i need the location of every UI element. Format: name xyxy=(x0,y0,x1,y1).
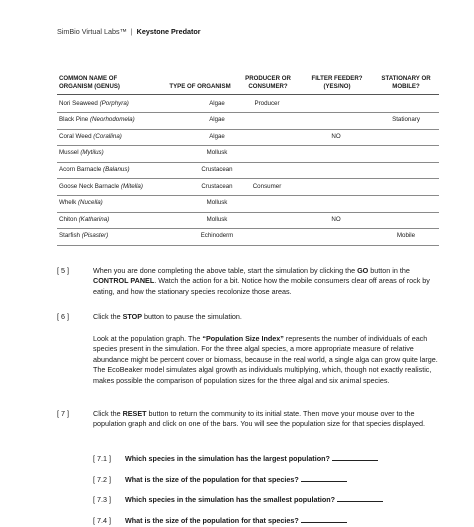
cell-organism-type: Mollusk xyxy=(206,199,228,207)
row-divider xyxy=(57,245,439,246)
brand-name: SimBio Virtual Labs™ xyxy=(57,27,127,36)
table-row xyxy=(57,162,437,179)
question-7-2 xyxy=(93,474,347,484)
col-header-producer xyxy=(236,75,300,91)
cell-stationary-mobile: Stationary xyxy=(392,116,420,124)
table-row xyxy=(57,212,437,229)
question-text: Which species in the simulation has the smallest population? xyxy=(125,495,336,504)
cell-organism-name: Mussel (Mytilus) xyxy=(59,149,104,157)
cell-organism-type: Algae xyxy=(209,116,225,124)
cell-organism-name: Goose Neck Barnacle (Mitella) xyxy=(59,182,143,190)
step-5 xyxy=(57,266,442,297)
col-header-stationary-line1: STATIONARY OR xyxy=(381,75,431,82)
cell-organism-name: Acorn Barnacle (Balanus) xyxy=(59,165,130,173)
question-number: [ 7.1 ] xyxy=(93,454,111,463)
col-header-producer-line2: CONSUMER? xyxy=(248,82,288,90)
cell-organism-type: Algae xyxy=(209,132,225,140)
cell-organism-type: Mollusk xyxy=(206,215,228,223)
step-number: [ 7 ] xyxy=(57,409,69,418)
col-header-stationary xyxy=(374,75,438,91)
step-text: Click the STOP button to pause the simulation. xyxy=(93,312,242,321)
answer-blank[interactable] xyxy=(301,474,347,482)
cell-organism-name: Chiton (Katharina) xyxy=(59,215,110,223)
question-number: [ 7.2 ] xyxy=(93,475,111,484)
table-row xyxy=(57,179,437,196)
step-6-paragraph xyxy=(57,334,442,386)
step-number: [ 6 ] xyxy=(57,312,69,321)
col-header-stationary-line2: MOBILE? xyxy=(392,82,420,90)
cell-organism-type: Echinoderm xyxy=(200,232,234,240)
table-row xyxy=(57,129,437,146)
step-text: When you are done completing the above table, start the simulation by clicking the GO button in the CONTROL PANEL. Watch the action for a bit. Notice how the mobile consumers clear off areas of rock by eating, and how the stationary species recolonize those areas. xyxy=(93,266,430,296)
step-6 xyxy=(57,312,442,322)
question-text: What is the size of the population for that species? xyxy=(125,516,299,525)
question-text: Which species in the simulation has the largest population? xyxy=(125,454,330,463)
page-header xyxy=(57,27,201,36)
question-number: [ 7.3 ] xyxy=(93,495,111,504)
col-header-name xyxy=(59,75,120,91)
page-title: Keystone Predator xyxy=(136,27,201,36)
col-header-name-line2: ORGANISM (GENUS) xyxy=(59,82,120,90)
cell-organism-name: Coral Weed (Corallina) xyxy=(59,132,122,140)
table-row xyxy=(57,96,437,113)
step-text: Look at the population graph. The “Population Size Index” represents the number of individuals of each species present in the simulation. For the three algal species, a more appropriate measure of relative abundance might be percent cover or biomass, because in the real world, a single alga can grow quite large. The EcoBeaker model simulates algal growth as individuals multiplying, which, though not exactly realistic, makes possible the comparison of population sizes for the three algal and six animal species. xyxy=(93,334,438,385)
question-7-4 xyxy=(93,515,347,525)
cell-filter-feeder: NO xyxy=(331,132,341,140)
cell-organism-name: Starfish (Pisaster) xyxy=(59,232,109,240)
col-header-name-line1: COMMON NAME OF xyxy=(59,75,118,82)
cell-organism-type: Mollusk xyxy=(206,149,228,157)
col-header-filter-line2: (YES/NO) xyxy=(323,82,351,90)
table-header-rule xyxy=(57,94,439,95)
cell-organism-name: Nori Seaweed (Porphyra) xyxy=(59,99,129,107)
step-number: [ 5 ] xyxy=(57,266,69,275)
table-row xyxy=(57,196,437,213)
cell-producer-consumer: Producer xyxy=(254,99,280,107)
cell-stationary-mobile: Mobile xyxy=(396,232,416,240)
question-text: What is the size of the population for that species? xyxy=(125,475,299,484)
table-row xyxy=(57,229,437,246)
answer-blank[interactable] xyxy=(301,515,347,523)
cell-organism-name: Black Pine (Neorhodomela) xyxy=(59,116,135,124)
table-row xyxy=(57,146,437,163)
step-text: Click the RESET button to return the community to its initial state. Then move your mouse over to the population graph and click on one of the bars. You will see the population size for that species displayed. xyxy=(93,409,426,429)
header-separator: | xyxy=(130,27,133,36)
cell-organism-type: Crustacean xyxy=(201,165,233,173)
answer-blank[interactable] xyxy=(332,453,378,461)
table-row xyxy=(57,113,437,130)
cell-organism-type: Crustacean xyxy=(201,182,233,190)
cell-organism-name: Whelk (Nucella) xyxy=(59,199,103,207)
cell-filter-feeder: NO xyxy=(331,215,341,223)
col-header-filter xyxy=(306,75,368,91)
question-7-1 xyxy=(93,453,378,463)
col-header-type: TYPE OF ORGANISM xyxy=(169,83,231,90)
col-header-filter-line1: FILTER FEEDER? xyxy=(311,75,363,82)
col-header-producer-line1: PRODUCER OR xyxy=(245,75,291,82)
question-number: [ 7.4 ] xyxy=(93,516,111,525)
step-7 xyxy=(57,409,442,430)
cell-organism-type: Algae xyxy=(209,99,225,107)
question-7-3 xyxy=(93,494,383,504)
cell-producer-consumer: Consumer xyxy=(252,182,282,190)
answer-blank[interactable] xyxy=(337,494,383,502)
